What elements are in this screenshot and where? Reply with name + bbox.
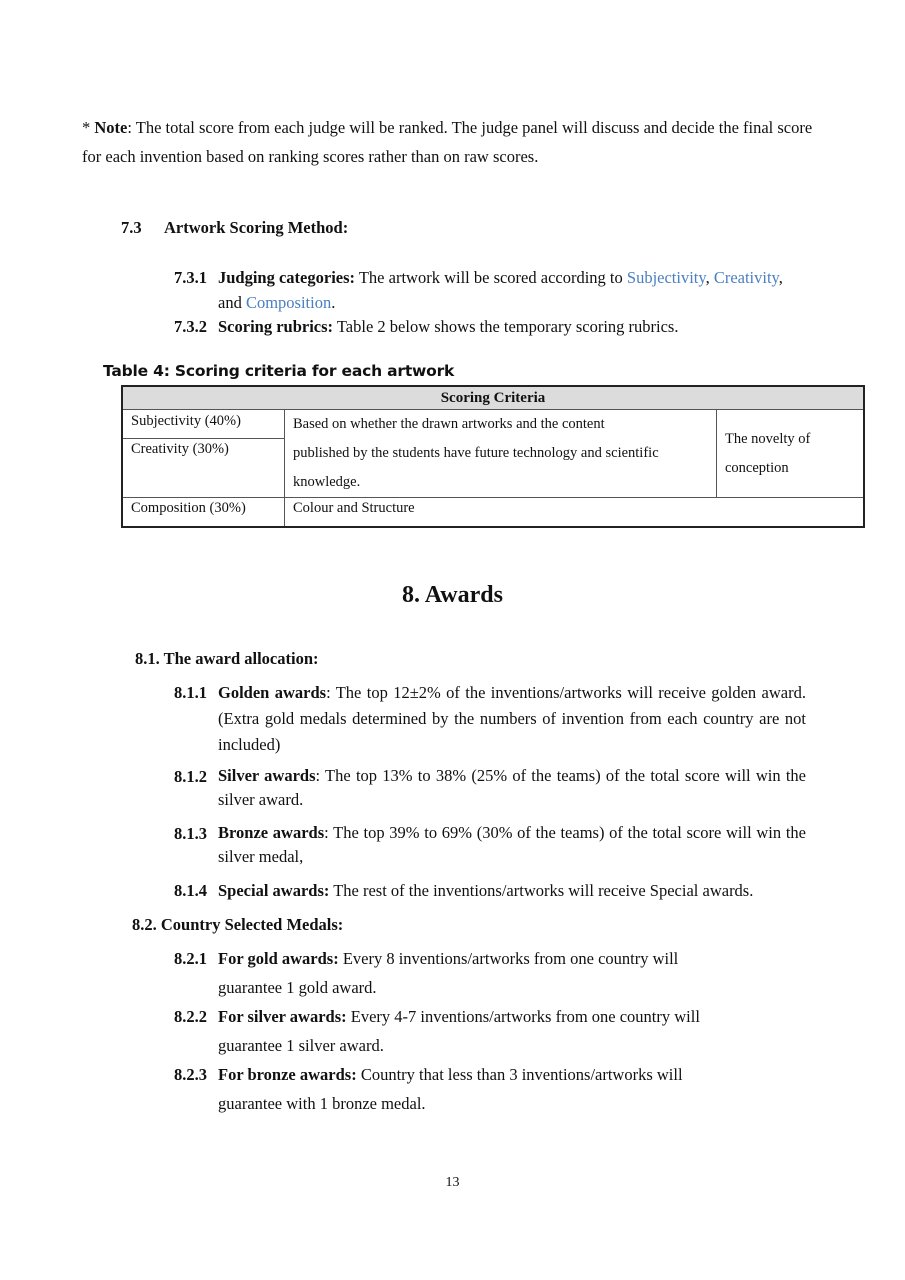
note-text: : The total score from each judge will be ranked. The judge panel will discuss and decide the final score for each invention based on ranking scores rather than on raw scores. xyxy=(82,118,813,166)
item-8-2-3 xyxy=(174,1060,806,1118)
item-label: Judging categories: xyxy=(218,268,356,287)
item-label: For silver awards: xyxy=(218,1007,347,1026)
description-line: published by the students have future technology and scientific xyxy=(293,445,659,461)
table-cell-category: Creativity (30%) xyxy=(122,438,285,497)
page-number: 13 xyxy=(445,1175,460,1190)
table-cell-side-note xyxy=(717,410,865,498)
item-number: 8.1.3 xyxy=(174,824,207,843)
item-text: The artwork will be scored according to xyxy=(355,268,627,287)
item-text: Table 2 below shows the temporary scoring rubrics. xyxy=(333,317,679,336)
item-label: Bronze awards xyxy=(218,823,325,842)
link-composition[interactable]: Composition xyxy=(245,293,332,312)
item-8-2-2 xyxy=(174,1002,806,1060)
item-number: 8.1.2 xyxy=(174,767,207,786)
item-number: 8.1.4 xyxy=(174,881,207,900)
scoring-criteria-table xyxy=(121,385,865,528)
table-cell-description xyxy=(285,410,717,498)
item-text: : The top 39% to 69% (30% of the teams) of the total score will win the silver medal, xyxy=(218,823,806,866)
section-8-1-heading: 8.1. The award allocation: xyxy=(135,649,319,668)
item-8-2-1 xyxy=(174,944,806,1002)
note-label: Note xyxy=(94,118,128,137)
item-number: 8.1.1 xyxy=(174,683,207,702)
item-label: Special awards: xyxy=(218,881,330,900)
item-8-1-1 xyxy=(174,680,806,758)
item-number: 8.2.2 xyxy=(174,1007,207,1026)
table-cell-category: Subjectivity (40%) xyxy=(122,410,285,439)
description-line: Based on whether the drawn artworks and the content xyxy=(293,416,605,432)
item-text: Every 4-7 inventions/artworks from one country will xyxy=(346,1007,700,1026)
separator: , xyxy=(705,268,714,287)
item-text: Country that less than 3 inventions/artworks will xyxy=(356,1065,683,1084)
item-label: For gold awards: xyxy=(218,949,339,968)
note-paragraph xyxy=(82,113,832,171)
item-label: Golden awards xyxy=(218,683,327,702)
item-label: Scoring rubrics: xyxy=(218,317,334,336)
item-number: 7.3.2 xyxy=(174,317,207,336)
section-title: Artwork Scoring Method: xyxy=(164,218,349,237)
item-text: : The top 13% to 38% (25% of the teams) of the total score will win the silver award. xyxy=(218,766,807,809)
section-8-2-heading: 8.2. Country Selected Medals: xyxy=(132,915,344,934)
link-creativity[interactable]: Creativity xyxy=(713,268,779,287)
item-text-line2: guarantee with 1 bronze medal. xyxy=(218,1094,426,1113)
table-caption: Table 4: Scoring criteria for each artwork xyxy=(103,362,455,380)
item-8-1-2 xyxy=(174,764,806,812)
table-header: Scoring Criteria xyxy=(122,386,864,410)
description-line: knowledge. xyxy=(293,474,361,490)
section-number: 7.3 xyxy=(121,218,142,237)
item-number: 8.2.3 xyxy=(174,1065,207,1084)
section-7-3-heading xyxy=(121,218,348,238)
item-label: For bronze awards: xyxy=(218,1065,357,1084)
item-8-1-4 xyxy=(174,878,814,904)
item-text: The rest of the inventions/artworks will receive Special awards. xyxy=(329,881,754,900)
section-8-heading: 8. Awards xyxy=(402,582,503,608)
item-8-1-3 xyxy=(174,821,806,869)
side-note-line: conception xyxy=(725,459,789,476)
table-cell-description: Colour and Structure xyxy=(285,498,865,527)
item-text-line2: guarantee 1 silver award. xyxy=(218,1036,384,1055)
separator: , and xyxy=(218,268,783,312)
item-7-3-2 xyxy=(174,314,794,339)
item-number: 8.2.1 xyxy=(174,949,207,968)
note-asterisk: * xyxy=(82,118,95,137)
side-note-line: The novelty of xyxy=(725,430,811,447)
table-cell-category: Composition (30%) xyxy=(122,498,285,527)
item-7-3-1 xyxy=(174,265,794,315)
item-text-line2: guarantee 1 gold award. xyxy=(218,978,377,997)
item-text: : The top 12±2% of the inventions/artworks will receive golden award. (Extra gold medals determined by the numbers of invention from each country are not included) xyxy=(218,683,806,754)
item-text: Every 8 inventions/artworks from one country will xyxy=(338,949,679,968)
item-label: Silver awards xyxy=(218,766,316,785)
link-subjectivity[interactable]: Subjectivity xyxy=(626,268,706,287)
item-number: 7.3.1 xyxy=(174,268,207,287)
period: . xyxy=(331,293,336,312)
